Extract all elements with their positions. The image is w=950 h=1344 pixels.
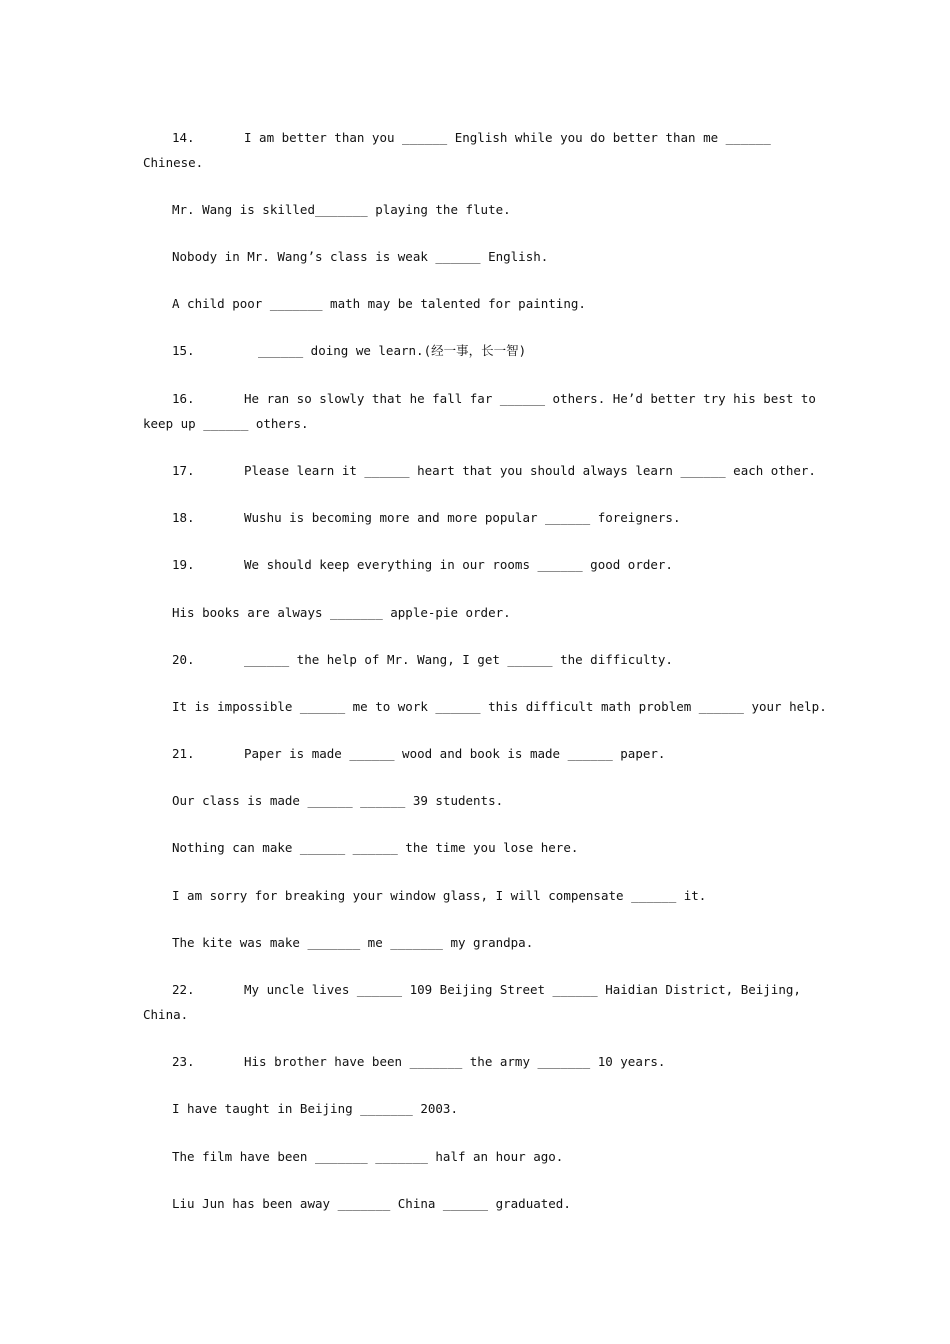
sentence: Our class is made ______ ______ 39 students. bbox=[172, 793, 504, 808]
question-text-continuation: Chinese. bbox=[143, 155, 204, 170]
question-text: ______ the help of Mr. Wang, I get ______ the difficulty. bbox=[244, 652, 673, 667]
question-number: 15. bbox=[172, 343, 195, 358]
question-number: 16. bbox=[172, 391, 195, 406]
question-text: We should keep everything in our rooms ______ good order. bbox=[244, 557, 673, 572]
sentence: I am sorry for breaking your window glass, I will compensate ______ it. bbox=[172, 888, 707, 903]
question-number: 18. bbox=[172, 510, 195, 525]
question-text-continuation: China. bbox=[143, 1007, 189, 1022]
question-text: Paper is made ______ wood and book is made ______ paper. bbox=[244, 746, 666, 761]
sentence: Mr. Wang is skilled_______ playing the flute. bbox=[172, 202, 511, 217]
question-text-continuation: keep up ______ others. bbox=[143, 416, 309, 431]
question-text: His brother have been _______ the army _______ 10 years. bbox=[244, 1054, 666, 1069]
question-number: 21. bbox=[172, 746, 195, 761]
sentence: Nobody in Mr. Wang’s class is weak ______ English. bbox=[172, 249, 549, 264]
sentence: Nothing can make ______ ______ the time you lose here. bbox=[172, 840, 579, 855]
question-text: My uncle lives ______ 109 Beijing Street ______ Haidian District, Beijing, bbox=[244, 982, 801, 997]
sentence: Liu Jun has been away _______ China ______ graduated. bbox=[172, 1196, 571, 1211]
sentence: The film have been _______ _______ half an hour ago. bbox=[172, 1149, 564, 1164]
question-number: 20. bbox=[172, 652, 195, 667]
sentence: His books are always _______ apple-pie order. bbox=[172, 605, 511, 620]
question-text: ______ doing we learn.(经一事，长一智) bbox=[258, 343, 527, 358]
question-number: 14. bbox=[172, 130, 195, 145]
sentence: It is impossible ______ me to work ______ this difficult math problem ______ your help. bbox=[172, 699, 827, 714]
question-text: I am better than you ______ English while you do better than me ______ bbox=[244, 130, 771, 145]
question-number: 19. bbox=[172, 557, 195, 572]
question-number: 23. bbox=[172, 1054, 195, 1069]
sentence: I have taught in Beijing _______ 2003. bbox=[172, 1101, 458, 1116]
question-text: Please learn it ______ heart that you should always learn ______ each other. bbox=[244, 463, 816, 478]
question-text: Wushu is becoming more and more popular ______ foreigners. bbox=[244, 510, 681, 525]
sentence: The kite was make _______ me _______ my grandpa. bbox=[172, 935, 534, 950]
question-number: 22. bbox=[172, 982, 195, 997]
question-number: 17. bbox=[172, 463, 195, 478]
sentence: A child poor _______ math may be talented for painting. bbox=[172, 296, 586, 311]
question-text: He ran so slowly that he fall far ______ others. He’d better try his best to bbox=[244, 391, 816, 406]
